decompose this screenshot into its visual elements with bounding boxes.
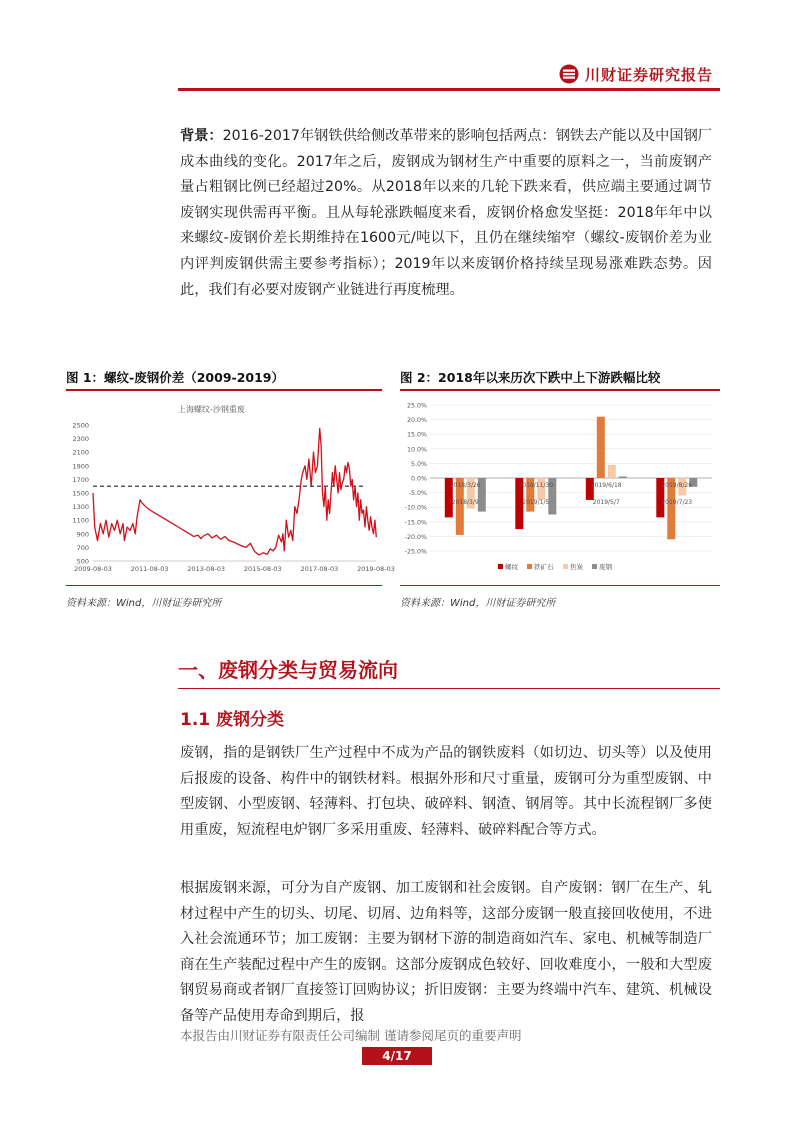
chart1-x-tick-label: 2011-08-03 — [130, 565, 169, 573]
chart2-legend-swatch — [527, 564, 532, 569]
chart1-x-tick-label: 2009-08-03 — [74, 565, 112, 573]
chart2-y-tick-label: 20.0% — [406, 417, 427, 425]
header-divider — [178, 88, 720, 91]
chart2-y-tick-label: 25.0% — [406, 402, 427, 410]
section1-divider — [178, 688, 720, 689]
chart2-y-tick-label: 15.0% — [406, 431, 427, 439]
chart1-y-tick-label: 1300 — [72, 503, 89, 512]
chart2-bar — [619, 477, 627, 479]
chart2-category-label: 2018/3/9 — [451, 499, 479, 506]
chart1-y-tick-label: 1700 — [72, 475, 89, 484]
chart2-y-tick-label: -15.0% — [404, 519, 427, 527]
background-text: 2016-2017年钢铁供给侧改革带来的影响包括两点：钢铁去产能以及中国钢厂成本曲线的变化。2017年之后，废钢成为钢材生产中重要的原料之一，当前废钢产量占粗钢比例已经超过20%。从2018年以来的几轮下跌来看，供应端主要通过调节废钢实现供需再平衡。且从每轮涨跌幅度来看，废钢价格愈发坚挺：2018年年中以来螺纹-废钢价差长期维持在1600元/吨以下，且仍在继续缩窄（螺纹-废钢价差为业内评判废钢供需主要参考指标）；2019年以来废钢价格持续呈现易涨难跌态势。因此，我们有必要对废钢产业链进行再度梳理。 — [180, 128, 712, 298]
chart1-x-tick-label: 2019-08-03 — [357, 565, 395, 573]
body-paragraph-sources: 根据废钢来源，可分为自产废钢、加工废钢和社会废钢。自产废钢：钢厂在生产、轧材过程中产生的切头、切尾、切屑、边角料等，这部分废钢一般直接回收使用，不进入社会流通环节；加工废钢：主要为钢材下游的制造商如汽车、家电、机械等制造厂商在生产装配过程中产生的废钢。这部分废钢成色较好、回收难度小，一般和大型废钢贸易商或者钢厂直接签订回购协议；折旧废钢：主要为终端中汽车、建筑、机械设备等产品使用寿命到期后，报 — [180, 880, 712, 1024]
figure1-top-rule — [66, 389, 382, 391]
chart2-bar — [608, 465, 616, 478]
background-label: 背景： — [180, 128, 223, 144]
body-paragraph-classification: 废钢，指的是钢铁厂生产过程中不成为产品的钢铁废料（如切边、切头等）以及使用后报废的设备、构件中的钢铁材料。根据外形和尺寸重量，废钢可分为重型废钢、中型废钢、小型废钢、轻薄料、打包块、破碎料、钢渣、钢屑等。其中长流程钢厂多使用重废，短流程电炉钢厂多采用重废、轻薄料、破碎料配合等方式。 — [180, 745, 712, 838]
chart2-category-label: 2018/3/26 — [449, 482, 481, 489]
background-paragraph — [180, 124, 712, 303]
figure2-title: 图 2：2018年以来历次下跌中上下游跌幅比较 — [400, 370, 661, 385]
chart2-y-tick-label: -20.0% — [404, 533, 427, 541]
figure1-line-chart — [66, 395, 395, 581]
chart2-category-label: 2019/1/5 — [522, 499, 550, 506]
chart2-y-tick-label: 5.0% — [411, 460, 427, 468]
chart1-x-tick-label: 2017-08-03 — [300, 565, 339, 573]
chart2-legend-swatch — [563, 564, 568, 569]
chart1-y-tick-label: 2100 — [72, 448, 89, 457]
chart2-category-label: 2019/5/7 — [592, 499, 620, 506]
section1-heading: 一、废钢分类与贸易流向 — [178, 658, 398, 682]
chart1-y-tick-label: 2300 — [72, 435, 89, 444]
chart1-y-tick-label: 900 — [76, 530, 89, 539]
company-logo-icon — [559, 64, 579, 84]
chart2-y-tick-label: -10.0% — [404, 504, 427, 512]
chart2-y-tick-label: 10.0% — [406, 446, 427, 454]
chart2-legend-label: 焦炭 — [570, 563, 583, 571]
chart2-legend-swatch — [498, 564, 503, 569]
chart1-series-line — [93, 428, 376, 555]
report-header-title: 川财证券研究报告 — [585, 66, 714, 84]
chart1-y-tick-label: 700 — [76, 543, 89, 552]
chart2-legend-swatch — [592, 564, 597, 569]
chart1-y-tick-label: 1100 — [72, 516, 89, 525]
chart2-legend-label: 废钢 — [599, 563, 612, 571]
chart1-y-tick-label: 1500 — [72, 489, 89, 498]
chart1-y-tick-label: 2500 — [72, 421, 89, 430]
chart1-y-tick-label: 1900 — [72, 462, 89, 471]
chart2-y-tick-label: -5.0% — [408, 490, 427, 498]
chart2-legend-label: 螺纹 — [505, 563, 518, 571]
footer-disclaimer: 本报告由川财证券有限责任公司编制 谨请参阅尾页的重要声明 — [180, 1028, 522, 1043]
chart2-y-tick-label: -25.0% — [404, 548, 427, 556]
figure2-bar-chart — [400, 395, 720, 581]
section1-1-heading: 1.1 废钢分类 — [180, 710, 285, 730]
figure1-bottom-rule — [66, 585, 382, 586]
chart2-category-label: 2019/7/23 — [661, 499, 693, 506]
chart1-x-tick-label: 2013-08-03 — [187, 565, 226, 573]
figure2-top-rule — [400, 389, 720, 391]
figure1-source: 资料来源：Wind，川财证券研究所 — [66, 598, 222, 609]
chart2-bar — [597, 417, 605, 478]
chart2-category-label: 2019/8/26 — [661, 482, 693, 489]
figure2-bottom-rule — [400, 585, 720, 586]
figure2-source: 资料来源：Wind，川财证券研究所 — [400, 598, 556, 609]
chart2-legend-label: 铁矿石 — [534, 563, 554, 571]
chart2-category-label: 2018/11/30 — [518, 482, 554, 489]
chart1-x-tick-label: 2015-08-03 — [243, 565, 282, 573]
chart1-title: 上海螺纹-沙钢重废 — [178, 405, 245, 414]
chart2-y-tick-label: 0.0% — [411, 475, 427, 483]
chart2-category-label: 2019/6/18 — [590, 482, 622, 489]
chart1-y-tick-label: 500 — [76, 557, 89, 566]
page-number: 4/17 — [362, 1047, 432, 1065]
figure1-title: 图 1：螺纹-废钢价差（2009-2019） — [66, 370, 285, 385]
